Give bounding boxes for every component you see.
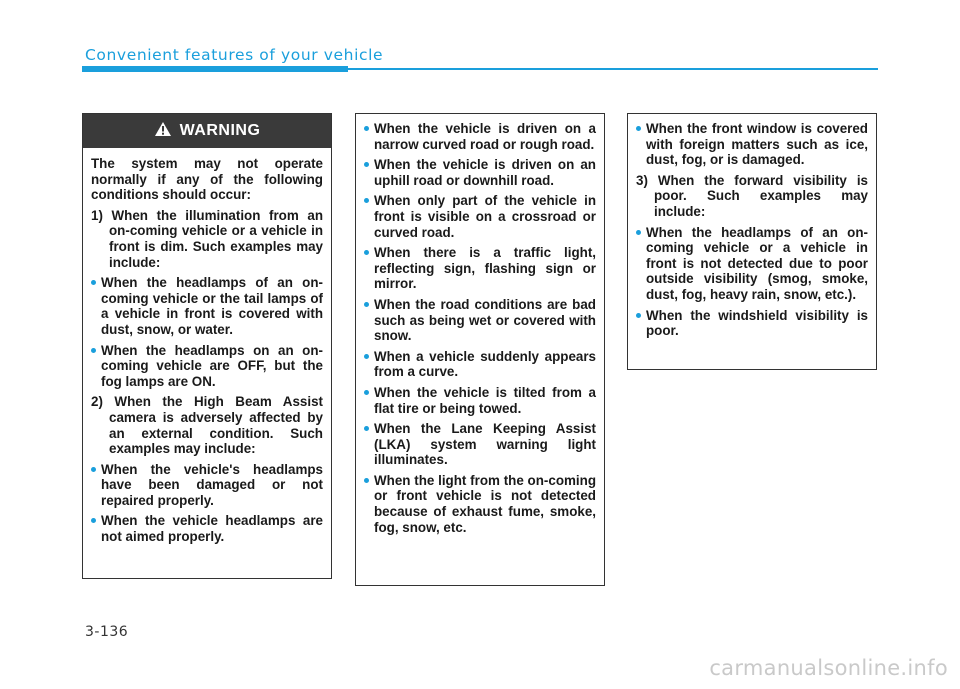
section-title: Convenient features of your vehicle [85, 46, 384, 64]
warning-triangle-icon [154, 121, 172, 142]
list-item: When the Lane Keeping Assist (LKA) system warning light illuminates. [364, 421, 596, 468]
list-item: When the headlamps of an on-coming vehicle or the tail lamps of a vehicle in front is covered with dust, snow, or water. [91, 275, 323, 337]
list-item: When there is a traffic light, reflecting sign, flashing sign or mirror. [364, 245, 596, 292]
list-item: When the vehicle is driven on an uphill road or downhill road. [364, 157, 596, 188]
list-item: When the windshield visibility is poor. [636, 308, 868, 339]
watermark: carmanualsonline.info [709, 656, 948, 680]
condition-item-1: 1) When the illumination from an on-coming vehicle or a vehicle in front is dim. Such examples may include: [91, 207, 323, 270]
list-item: When the vehicle headlamps are not aimed properly. [91, 513, 323, 544]
warning-label: WARNING [179, 122, 261, 139]
list-item: When the light from the on-coming or front vehicle is not detected because of exhaust fume, smoke, fog, snow, etc. [364, 473, 596, 535]
list-item: When the vehicle's headlamps have been damaged or not repaired properly. [91, 462, 323, 509]
warning-intro: The system may not operate normally if any of the following conditions should occur: [91, 156, 323, 203]
page-number: 3-136 [85, 624, 129, 640]
list-item: When a vehicle suddenly appears from a curve. [364, 349, 596, 380]
warning-header [83, 114, 331, 148]
conditions-box-middle [355, 113, 605, 586]
list-item: When the front window is covered with foreign matters such as ice, dust, fog, or is damaged. [636, 121, 868, 168]
list-item: When the vehicle is tilted from a flat tire or being towed. [364, 385, 596, 416]
list-item: When the vehicle is driven on a narrow curved road or rough road. [364, 121, 596, 152]
list-item: When only part of the vehicle in front is visible on a crossroad or curved road. [364, 193, 596, 240]
condition-item-2: 2) When the High Beam Assist camera is adversely affected by an external condition. Such examples may include: [91, 394, 323, 457]
list-item: When the headlamps on an on-coming vehicle are OFF, but the fog lamps are ON. [91, 343, 323, 390]
header-rule [348, 68, 878, 70]
header-accent-bar [82, 66, 348, 72]
list-item: When the headlamps of an on-coming vehicle or a vehicle in front is not detected due to poor outside visibility (smog, smoke, dust, fog, heavy rain, snow, etc.). [636, 225, 868, 303]
list-item: When the road conditions are bad such as being wet or covered with snow. [364, 297, 596, 344]
conditions-box-right [627, 113, 877, 370]
warning-box [82, 113, 332, 579]
condition-item-3: 3) When the forward visibility is poor. Such examples may include: [636, 172, 868, 219]
